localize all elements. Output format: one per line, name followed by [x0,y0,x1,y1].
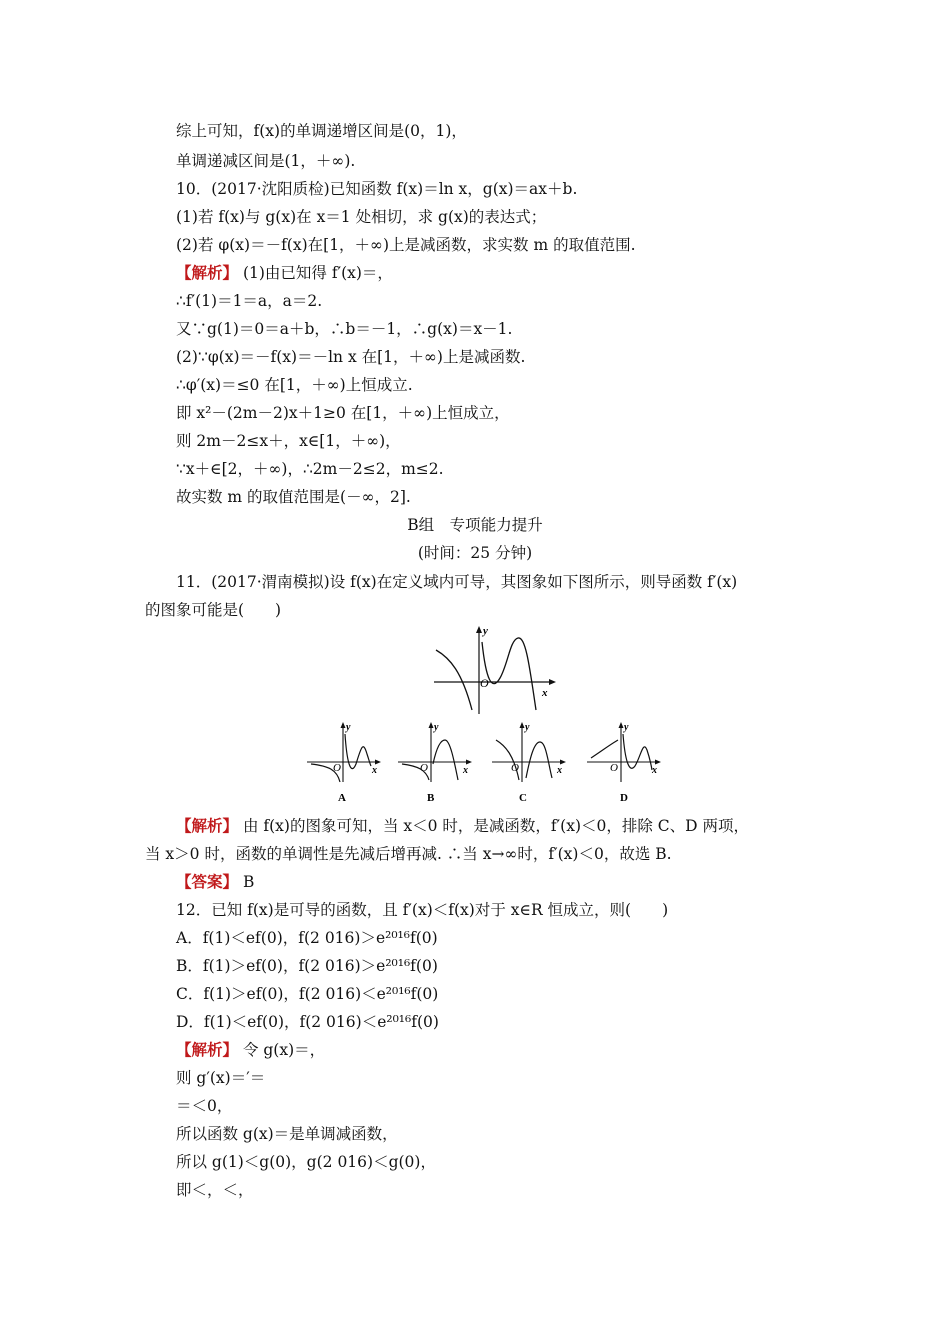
text-line: 所以 g(1)＜g(0)，g(2 016)＜g(0)， [176,1153,436,1171]
solution-tag: 【解析】 [176,1040,239,1059]
solution-text: (1)由已知得 f′(x)＝， [238,264,393,282]
section-heading: B组 专项能力提升 [407,516,543,534]
y-axis-arrow [476,626,482,633]
solution-line [176,816,749,836]
axis-label-x: x [542,687,548,699]
text-line: 所以函数 g(x)＝是单调减函数， [176,1125,398,1143]
svg-text:y: y [525,722,530,733]
text-line: 即＜，＜， [176,1181,254,1199]
option-label-b: B [427,792,435,804]
function-graph [430,620,560,716]
problem-11-stem-cont: 的图象可能是( ) [145,601,282,619]
option-graph-b [396,720,476,810]
option-graph-a [305,720,385,810]
text-line: 即 x²－(2m－2)x＋1≥0 在[1，＋∞)上恒成立， [176,404,510,422]
text-line: 单调递减区间是(1，＋∞). [176,152,356,170]
choice-a: A．f(1)＜ef(0)，f(2 016)＞e²⁰¹⁶f(0) [176,929,438,947]
text-line: ＝＜0， [176,1097,233,1115]
option-label-a: A [338,792,346,804]
text-line: 综上可知，f(x)的单调递增区间是(0，1)， [176,122,467,140]
solution-tag: 【解析】 [176,816,239,835]
text-line: 当 x＞0 时，函数的单调性是先减后增再减. ∴当 x→∞时，f′(x)＜0，故选 B. [145,845,672,863]
text-line: ∴φ′(x)＝≤0 在[1，＋∞)上恒成立. [176,376,413,394]
solution-tag: 【解析】 [176,263,239,282]
graph-curve-left [436,650,472,710]
text-line: 则 2m－2≤x＋，x∈[1，＋∞)， [176,432,401,450]
answer-tag: 【答案】 [176,872,239,891]
svg-text:O: O [333,762,341,774]
answer-line [176,872,254,892]
solution-text: 令 g(x)＝， [238,1041,326,1059]
text-line: 故实数 m 的取值范围是(－∞，2]. [176,488,411,506]
problem-10-stem: 10．(2017·沈阳质检)已知函数 f(x)＝ln x，g(x)＝ax＋b. [176,180,578,198]
svg-text:O: O [511,762,519,774]
x-axis-arrow [549,679,556,685]
svg-text:O: O [420,762,428,774]
axis-label-y: y [483,625,488,637]
option-label-d: D [620,792,628,804]
text-line: ∵x＋∈[2，＋∞)，∴2m－2≤2，m≤2. [176,460,444,478]
text-line: (2)∵φ(x)＝－f(x)＝－ln x 在[1，＋∞)上是减函数. [176,348,526,366]
text-line: 又∵g(1)＝0＝a＋b，∴b＝－1，∴g(x)＝x－1. [176,320,513,338]
svg-text:x: x [652,765,657,776]
solution-text: 由 f(x)的图象可知，当 x＜0 时，是减函数，f′(x)＜0，排除 C、D 两项， [238,817,749,835]
problem-11-stem: 11．(2017·渭南模拟)设 f(x)在定义域内可导，其图象如下图所示，则导函数 f′(x) [176,573,738,591]
svg-text:x: x [463,765,468,776]
svg-text:y: y [434,722,439,733]
solution-line [176,263,393,283]
answer-text: B [238,873,255,891]
svg-text:y: y [624,722,629,733]
graph-curve-right [482,638,536,710]
option-label-c: C [519,792,527,804]
problem-10-part-2: (2)若 φ(x)＝－f(x)在[1，＋∞)上是减函数，求实数 m 的取值范围. [176,236,636,254]
solution-line [176,1040,325,1060]
choice-b: B．f(1)＞ef(0)，f(2 016)＞e²⁰¹⁶f(0) [176,957,438,975]
svg-text:x: x [372,765,377,776]
section-time: (时间：25 分钟) [417,544,533,562]
option-graph-d [585,720,665,810]
svg-text:O: O [610,762,618,774]
origin-label: O [480,676,489,690]
text-line: 则 g′(x)＝′＝ [176,1069,266,1087]
svg-text:y: y [346,722,351,733]
choice-d: D．f(1)＜ef(0)，f(2 016)＜e²⁰¹⁶f(0) [176,1013,439,1031]
problem-10-part-1: (1)若 f(x)与 g(x)在 x＝1 处相切，求 g(x)的表达式； [176,208,547,226]
problem-12-stem: 12．已知 f(x)是可导的函数，且 f′(x)＜f(x)对于 x∈R 恒成立，则( ) [176,901,669,919]
text-line: ∴f′(1)＝1＝a，a＝2. [176,292,323,310]
svg-text:x: x [557,765,562,776]
option-graph-c [490,720,570,810]
choice-c: C．f(1)＞ef(0)，f(2 016)＜e²⁰¹⁶f(0) [176,985,439,1003]
